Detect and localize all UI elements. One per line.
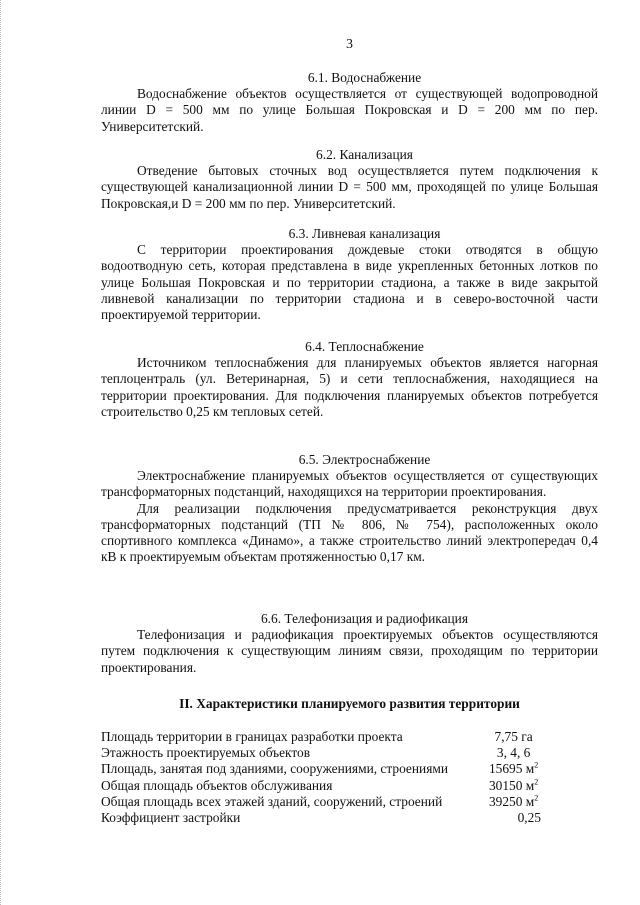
section-paragraph: Телефонизация и радиофикация проектируемых объектов осуществляются путем подключения к существующим линиям связи, проходящим по территории проектирования. — [101, 627, 598, 675]
row-label: Коэффициент застройки — [101, 810, 241, 826]
row-value: 3, 4, 6 — [496, 745, 531, 761]
row-label: Общая площадь объектов обслуживания — [101, 777, 333, 793]
section-paragraph: С территории проектирования дождевые стоки отводятся в общую водоотводную сеть, которая представлена в виде укрепленных бетонных лотков по улице Большая Покровская и по территории стадиона, а также в виде закрытой ливневой канализации по территории стадиона и в северо-восточной части проектируемой территории. — [101, 242, 598, 323]
section-heading: 6.5. Электроснабжение — [298, 452, 431, 467]
row-value: 30150 $м^2$ — [488, 777, 539, 793]
table-row — [101, 778, 541, 794]
section-paragraph: Отведение бытовых сточных вод осуществляется путем подключения к существующей канализационной линии D = 500 мм, проходящей по улице Большая Покровская,и D = 200 мм по пер. Университетский. — [101, 163, 598, 211]
section-water-supply — [101, 70, 598, 135]
row-value: 0,25 — [517, 810, 541, 826]
row-value: 39250 $м^2$ — [488, 793, 539, 809]
part-two — [101, 696, 598, 712]
section-paragraph: Источником теплоснабжения для планируемых объектов является нагорная теплоцентраль (ул. Ветеринарная, 5) и сети теплоснабжения, находящиеся на территории проектирования. Для подключения планируемых объектов потребуется строительство 0,25 км тепловых сетей. — [101, 355, 598, 419]
row-label: Общая площадь всех этажей зданий, сооружений, строений — [101, 793, 443, 809]
section-heading: 6.2. Канализация — [316, 147, 413, 162]
row-value: 15695 $м^2$ — [488, 760, 539, 777]
section-paragraph: Электроснабжение планируемых объектов осуществляется от существующих трансформаторных подстанций, находящихся на территории проектирования. — [101, 468, 598, 500]
section-telephony — [101, 611, 598, 676]
section-paragraph: Водоснабжение объектов осуществляется от существующей водопроводной линии D = 500 мм по улице Большая Покровская и D = 200 мм по пер. Университетский. — [101, 86, 598, 134]
page-number: 3 — [346, 37, 353, 52]
row-label: Площадь территории в границах разработки проекта — [101, 729, 403, 744]
row-label: Площадь, занятая под зданиями, сооружениями, строениями — [101, 761, 449, 777]
table-row — [101, 745, 541, 761]
section-heat-supply — [101, 339, 598, 420]
characteristics-table-wrap — [101, 729, 598, 826]
section-heading: 6.3. Ливневая канализация — [288, 226, 441, 241]
section-heading: 6.4. Теплоснабжение — [305, 339, 424, 354]
part-two-heading: II. Характеристики планируемого развития территории — [179, 696, 520, 711]
characteristics-table — [101, 729, 541, 826]
table-row — [101, 810, 541, 826]
row-label: Этажность проектируемых объектов — [101, 745, 311, 761]
section-sewerage — [101, 147, 598, 212]
row-value: 7,75 га — [494, 729, 533, 744]
table-row — [101, 729, 541, 745]
scan-edge — [0, 0, 2, 905]
section-paragraph: Для реализации подключения предусматривается реконструкция двух трансформаторных подстанций (ТП № 806, № 754), расположенных около спортивного комплекса «Динамо», а также строительство линий электропередач 0,4 кВ к проектируемым объектам протяженностью 0,17 км. — [101, 500, 598, 565]
section-heading: 6.6. Телефонизация и радиофикация — [260, 611, 469, 626]
section-storm-sewer — [101, 226, 598, 323]
section-power-supply — [101, 452, 598, 565]
section-heading: 6.1. Водоснабжение — [307, 70, 422, 85]
table-row — [101, 761, 541, 777]
table-row — [101, 794, 541, 810]
